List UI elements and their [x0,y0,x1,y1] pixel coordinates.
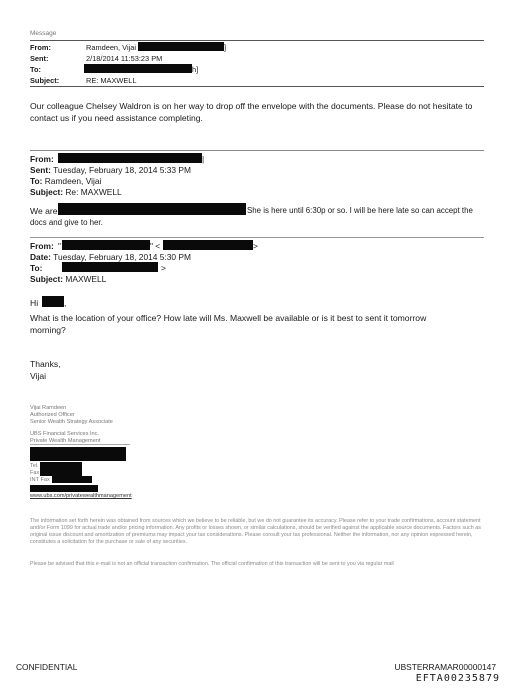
from-bracket: ] [224,43,227,52]
reply2-subject: Subject: MAXWELL [30,274,107,284]
sig-title2: Senior Wealth Strategy Associate [30,419,113,425]
subject-label: Subject: [30,76,60,85]
reply1-from-label: From: [30,154,54,164]
redaction-bar [42,296,67,308]
sig-name: Vijai Ramdeen [30,405,67,411]
redaction-bar [58,203,246,215]
reply2-greeting: Hi [30,298,39,308]
sig-tel-label: Tel. [30,463,39,469]
sig-company1: UBS Financial Services Inc. [30,431,100,437]
reply1-sent: Sent: Tuesday, February 18, 2014 5:33 PM [30,165,191,175]
sig-title1: Authorized Officer [30,412,75,418]
sig-fax-label: Fax [30,470,40,476]
message-label: Message [30,30,57,37]
reply1-to: To: Ramdeen, Vijai [30,176,102,186]
header-rule-bottom [30,86,484,87]
redaction-bar [58,153,205,164]
sent-value: 2/18/2014 11:53:23 PM [86,54,163,63]
reply2-from-quote2: " < [150,241,161,251]
reply1-body-start: We are [30,206,58,216]
reply2-to-label: To: [30,263,43,273]
reply2-from-gt: > [253,241,258,251]
reply2-question-line1: What is the location of your office? How late will Ms. Maxwell be available or is it best to sent it tomorrow [30,313,427,323]
sig-divider [30,444,130,445]
redaction-bar [40,469,82,476]
reply2-to-gt: > [161,263,166,273]
redaction-bar [62,262,158,272]
redaction-bar [52,476,92,483]
reply2-from-quote: " [58,241,61,251]
sig-company2: Private Wealth Management [30,438,101,444]
reply2-name: Vijai [30,371,47,381]
sent-label: Sent: [30,54,49,63]
to-label: To: [30,65,41,74]
reply1-body-line2: docs and give to her. [30,218,103,227]
redaction-bar [30,485,98,492]
disclaimer-1: The information set forth herein was obtained from sources which we believe to be reliable, but we do not guarantee its accuracy. Please refer to your trade confirmations, account statement and/or Form 1099 for actual trade and/or pricing information. Any profits or losses shown, or similar calculations, should be verified against the applicable source documents. Factors such as original issue discount and amortization of premiums may impact your tax considerations. Please consult your tax professional. Neither the information, nor any opinion expressed herein, constitutes a solicitation for the purchase or sale of any securities. [30,518,481,545]
footer-confidential: CONFIDENTIAL [16,662,78,672]
footer-bates: UBSTERRAMAR00000147 [394,662,496,672]
reply1-subject: Subject: Re: MAXWELL [30,187,122,197]
reply2-thanks: Thanks, [30,359,61,369]
reply2-question-line2: morning? [30,325,66,335]
reply2-rule [30,237,484,238]
sig-website-link[interactable]: www.ubs.com/privatewealthmanagement [30,493,132,499]
from-label: From: [30,43,51,52]
redaction-bar [30,447,126,461]
redaction-bar [163,240,253,250]
redaction-bar [84,64,192,73]
reply1-rule [30,150,484,151]
redaction-bar [138,42,227,52]
reply2-from-label: From: [30,241,54,251]
reply2-greeting-comma: , [64,298,67,308]
from-value: Ramdeen, Vijai [86,43,136,52]
reply2-date: Date: Tuesday, February 18, 2014 5:30 PM [30,252,191,262]
disclaimer-2: Please be advised that this e-mail is not an official transaction confirmation. The official confirmation of this transaction will be sent to you via regular mail [30,561,394,567]
sig-intl-fax-label: INT Fax [30,477,50,483]
to-bracket: h] [192,65,199,74]
reply1-body-end: She is here until 6:30p or so. I will be here late so can accept the [247,206,473,215]
header-rule-top [30,40,484,41]
footer-efta: EFTA00235879 [415,673,500,684]
subject-value: RE: MAXWELL [86,76,137,85]
redaction-bar [40,462,82,469]
redaction-bar [62,240,150,250]
reply1-from-bracket: | [202,154,205,164]
outer-body-text: Our colleague Chelsey Waldron is on her way to drop off the envelope with the documents. Please do not hesitate to contact us if you need assistance completing. [30,101,473,123]
